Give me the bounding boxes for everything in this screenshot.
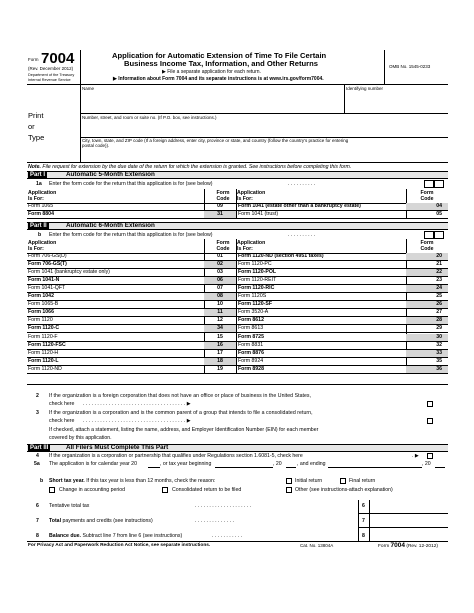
table-row-form: Form 1120-POL	[236, 269, 406, 277]
table-row-code: 15	[204, 334, 236, 342]
table-row-code: 36	[406, 366, 448, 374]
table-row-code: 25	[406, 293, 448, 301]
table-row-form: Form 1041-N	[27, 277, 204, 285]
table-row-form: Form 1120-SF	[236, 301, 406, 309]
table-row-code: 04	[406, 203, 448, 211]
part2-col-header-3-line1: Form	[420, 240, 434, 246]
line-8-dots: . . . . . . . . . . .	[212, 533, 243, 539]
table-row-form: Form 8876	[236, 350, 406, 358]
table-row-code: 17	[204, 350, 236, 358]
other-reason-label: Other (see instructions-attach explanation)	[295, 487, 393, 493]
identifying-number-field[interactable]	[346, 92, 446, 112]
other-reason-checkbox[interactable]	[286, 487, 292, 493]
line-3-text: If the organization is a corporation and is the common parent of a group that intends to file a consolidated return,	[49, 410, 313, 416]
table-row-code: 31	[204, 211, 236, 219]
line-8-number: 8	[36, 533, 39, 539]
line-1a-dots: . . . . . . . . . .	[288, 181, 316, 187]
part1-title: Automatic 5-Month Extension	[66, 171, 155, 178]
total-payments-field[interactable]	[371, 515, 447, 526]
file-separate-note: ▶ File a separate application for each return.	[162, 69, 261, 75]
part2-col-header-1-line2: Code	[216, 246, 230, 252]
type-label: Type	[28, 133, 45, 142]
instructions-link-note: ▶ Information about Form 7004 and its separate instructions is at www.irs.gov/form7004.	[113, 76, 324, 82]
form-word: Form	[28, 57, 39, 62]
table-row-form: Form 1066	[27, 309, 204, 317]
line-6-box-number: 6	[362, 503, 365, 509]
city-field-label-line1: City, town, state, and ZIP code (If a foreign address, enter city, province or state, and country (follow the country’s practice for entering	[82, 138, 349, 143]
table-row-form: Form 8613	[236, 325, 406, 333]
part1-col-header-3-line1: Form	[420, 190, 434, 196]
consolidated-return-checkbox[interactable]	[162, 487, 168, 493]
table-row-form: Form 1065-B	[27, 301, 204, 309]
part3-label: Part III	[30, 444, 49, 451]
line-5a-begin-text: , or tax year beginning	[160, 461, 212, 467]
line-5b-text: Short tax year. If this tax year is less than 12 months, check the reason:	[49, 478, 216, 484]
line-5a-begin-field[interactable]	[215, 467, 273, 468]
table-row-code: 30	[406, 334, 448, 342]
line-1a-number: 1a	[36, 181, 42, 187]
table-row-code: 29	[406, 325, 448, 333]
part2-table-end-rule	[27, 384, 448, 385]
line-1a-code-box-2[interactable]	[434, 180, 444, 188]
table-row-form: Form 1120S	[236, 293, 406, 301]
table-row-form: Form 1120-C	[27, 325, 204, 333]
part2-col-header-0-line1: Application	[28, 240, 57, 246]
table-row-code: 34	[204, 325, 236, 333]
amount-column-left-rule	[358, 500, 359, 541]
line-5a-end-year: , 20	[422, 461, 431, 467]
line-6-dots: . . . . . . . . . . . . . . . . . . . .	[195, 503, 252, 509]
line-1b-code-box-1[interactable]	[424, 231, 434, 239]
part1-col-header-3	[406, 190, 448, 202]
or-label: or	[28, 122, 35, 131]
table-row-form: Form 1120	[27, 317, 204, 325]
table-row-code: 33	[406, 350, 448, 358]
note-text: Note. File request for extension by the due date of the return for which the extension is granted. See instructions before completing this form.	[28, 164, 352, 170]
line-6-text: Tentative total tax	[49, 503, 90, 509]
form-title-line2: Business Income Tax, Information, and Other Returns	[124, 59, 318, 68]
table-row-code: 12	[204, 317, 236, 325]
table-row-code: 32	[406, 342, 448, 350]
table-row-code: 35	[406, 358, 448, 366]
part2-col-header-2-line1: Application	[237, 240, 266, 246]
line-4-number: 4	[36, 453, 39, 459]
line-7-box-number: 7	[362, 518, 365, 524]
table-row-form: Form 3520-A	[236, 309, 406, 317]
table-row-form: Form 706-GS(D)	[27, 253, 204, 261]
privacy-act-notice: For Privacy Act and Paperwork Reduction Act Notice, see separate instructions.	[28, 543, 211, 548]
table-row-code: 27	[406, 309, 448, 317]
form-number: 7004	[41, 50, 75, 67]
identity-left-divider	[80, 84, 81, 162]
table-row-code: 10	[204, 301, 236, 309]
table-row-form: Form 1120-RIC	[236, 285, 406, 293]
omb-number: OMB No. 1545-0233	[389, 64, 431, 69]
part1-col-header-0	[28, 190, 183, 202]
line-2-text: If the organization is a foreign corporation that does not have an office or place of business in the United States,	[49, 393, 312, 399]
print-label: Print	[28, 111, 44, 120]
initial-return-checkbox[interactable]	[286, 478, 292, 484]
change-accounting-period-checkbox[interactable]	[49, 487, 55, 493]
line-3-check-here: check here	[49, 418, 75, 424]
line-4-dots: . ▶	[412, 453, 419, 459]
line-3-statement-text-2: covered by this application.	[49, 435, 112, 441]
line-5b-number: b	[40, 478, 44, 484]
line-3-number: 3	[36, 410, 39, 416]
part1-col-header-3-line2: Code	[420, 196, 434, 202]
table-row-code: 06	[204, 277, 236, 285]
table-row-code: 03	[204, 269, 236, 277]
line-7-rule	[358, 527, 448, 528]
street-field-label: Number, street, and room or suite no. (If P.O. box, see instructions.)	[82, 115, 217, 120]
line-1b-number: b	[38, 232, 42, 238]
part1-label: Part I	[30, 171, 46, 178]
line-2-check-here: check here	[49, 401, 75, 407]
table-row-form: Form 1041 (estate other than a bankruptcy estate)	[236, 203, 406, 211]
table-row-form: Form 8924	[236, 358, 406, 366]
street-field[interactable]	[82, 120, 446, 136]
city-field[interactable]	[82, 149, 446, 161]
line-5a-end-year-field[interactable]	[435, 467, 445, 468]
line-1a-code-box-1[interactable]	[424, 180, 434, 188]
line-3-statement-text: If checked, attach a statement, listing the name, address, and Employer Identification Number (EIN) for each member	[49, 427, 319, 433]
amount-column-num-rule	[369, 500, 370, 541]
part2-label: Part II	[30, 222, 47, 229]
identity-id-divider	[344, 84, 345, 114]
table-row-form: Form 1120-REIT	[236, 277, 406, 285]
table-row-code: 11	[204, 309, 236, 317]
part1-col-header-1-line2: Code	[216, 196, 230, 202]
table-row-code: 24	[406, 285, 448, 293]
identity-bottom-rule	[27, 162, 448, 163]
consolidated-return-label: Consolidated return to be filed	[172, 487, 242, 493]
table-row-code: 09	[204, 203, 236, 211]
table-row-form: Form 1120-H	[27, 350, 204, 358]
table-row-form: Form 1120-F	[27, 334, 204, 342]
part2-col-header-3-line2: Code	[420, 246, 434, 252]
part2-col-header-1-line1: Form	[216, 240, 230, 246]
table-row-form: Form 1041-QFT	[27, 285, 204, 293]
table-row-form: Form 1120-ND	[27, 366, 204, 374]
table-row-code: 16	[204, 342, 236, 350]
name-row-rule	[80, 113, 448, 114]
line-6-number: 6	[36, 503, 39, 509]
balance-due-field[interactable]	[371, 529, 447, 540]
line-1b-text: Enter the form code for the return that this application is for (see below)	[49, 232, 213, 238]
table-row-form: Form 1120-ND (section 4951 taxes)	[236, 253, 406, 261]
line-5a-calendar-year-field[interactable]	[148, 467, 160, 468]
change-accounting-period-label: Change in accounting period	[59, 487, 126, 493]
table-row-code: 02	[204, 261, 236, 269]
footer-form-ref: Form 7004 (Rev. 12-2012)	[378, 542, 438, 549]
identifying-number-label: Identifying number	[346, 86, 384, 91]
department-name: Department of the Treasury	[28, 73, 75, 77]
form-title-line1: Application for Automatic Extension of Time To File Certain	[112, 51, 327, 60]
table-row-code: 22	[406, 269, 448, 277]
part1-col-header-2	[237, 190, 407, 202]
table-row-code: 19	[204, 366, 236, 374]
line-6-rule	[358, 513, 448, 514]
table-row-form: Form 1120-L	[27, 358, 204, 366]
table-row-code: 21	[406, 261, 448, 269]
line-5a-end-field[interactable]	[328, 467, 422, 468]
header-bottom-rule	[27, 84, 448, 85]
line-4-checkbox[interactable]	[427, 453, 433, 459]
part2-col-header-0	[28, 240, 183, 252]
part2-col-header-0-line2: Is For:	[28, 246, 44, 252]
table-row-code: 08	[204, 293, 236, 301]
header-divider-left	[80, 50, 81, 84]
part1-col-header-2-line2: Is For:	[237, 196, 253, 202]
line-2-dots: . . . . . . . . . . . . . . . . . . . . . . . . . . . . . . . . . . . . ▶	[83, 401, 191, 407]
table-row-form: Form 8725	[236, 334, 406, 342]
line-1b-code-box-2[interactable]	[434, 231, 444, 239]
line-8-box-number: 8	[362, 533, 365, 539]
part2-col-header-2-line2: Is For:	[237, 246, 253, 252]
line-3-checkbox[interactable]	[427, 418, 433, 424]
line-1a-text: Enter the form code for the return that this application is for (see below)	[49, 181, 213, 187]
table-row-form: Form 706-GS(T)	[27, 261, 204, 269]
table-row-form: Form 1065	[27, 203, 204, 211]
part2-col-header-3	[406, 240, 448, 252]
table-row-code: 28	[406, 317, 448, 325]
part1-col-header-0-line2: Is For:	[28, 196, 44, 202]
table-row-form: Form 8928	[236, 366, 406, 374]
table-row-code: 01	[204, 253, 236, 261]
line-5a-number: 5a	[34, 461, 40, 467]
initial-return-label: Initial return	[295, 478, 323, 484]
part2-col-header-2	[237, 240, 407, 252]
catalog-number: Cat. No. 13804A	[300, 543, 334, 548]
line-7-number: 7	[36, 518, 39, 524]
line-5a-text: The application is for calendar year 20	[49, 461, 137, 467]
header-divider-right	[384, 50, 385, 84]
table-row-form: Form 8804	[27, 211, 204, 219]
table-row-form: Form 8831	[236, 342, 406, 350]
line-7-dots: . . . . . . . . . . . . . .	[195, 518, 234, 524]
line-7-text: Total payments and credits (see instructions)	[49, 518, 153, 524]
line-3-dots: . . . . . . . . . . . . . . . . . . . . . . . . . . . . . . . . . . . . ▶	[83, 418, 191, 424]
line-2-checkbox[interactable]	[427, 401, 433, 407]
part3-title: All Filers Must Complete This Part	[66, 444, 169, 451]
table-row-code: 20	[406, 253, 448, 261]
name-field-label: Name	[82, 86, 95, 91]
table-row-code: 07	[204, 285, 236, 293]
table-row-code: 23	[406, 277, 448, 285]
table-row-form: Form 1041 (trust)	[236, 211, 406, 219]
name-field[interactable]	[82, 90, 342, 112]
line-1b-dots: . . . . . . . . . .	[288, 232, 316, 238]
table-row-form: Form 1042	[27, 293, 204, 301]
city-field-label-line2: postal code)).	[82, 143, 110, 148]
irs-name: Internal Revenue Service	[28, 78, 71, 82]
table-row-code: 05	[406, 211, 448, 219]
line-2-number: 2	[36, 393, 39, 399]
part1-col-header-2-line1: Application	[237, 190, 266, 196]
part1-col-header-1-line1: Form	[216, 190, 230, 196]
table-row-code: 26	[406, 301, 448, 309]
table-row-form: Form 1120-PC	[236, 261, 406, 269]
table-row-form: Form 1120-FSC	[27, 342, 204, 350]
table-row-form: Form 1041 (bankruptcy estate only)	[27, 269, 204, 277]
line-5a-begin-year: , 20	[273, 461, 282, 467]
tentative-total-tax-field[interactable]	[371, 501, 447, 512]
line-8-text: Balance due. Subtract line 7 from line 6 (see instructions)	[49, 533, 183, 539]
part2-title: Automatic 6-Month Extension	[66, 222, 155, 229]
line-5a-ending-text: , and ending	[297, 461, 326, 467]
final-return-label: Final return	[349, 478, 376, 484]
table-row-form: Form 8612	[236, 317, 406, 325]
revision-date: (Rev. December 2012)	[28, 66, 74, 71]
line-4-text: If the organization is a corporation or partnership that qualifies under Regulations section 1.6081-5, check here	[49, 453, 303, 459]
part1-col-header-0-line1: Application	[28, 190, 57, 196]
line-5a-begin-year-field[interactable]	[286, 467, 296, 468]
table-row-code: 18	[204, 358, 236, 366]
final-return-checkbox[interactable]	[340, 478, 346, 484]
